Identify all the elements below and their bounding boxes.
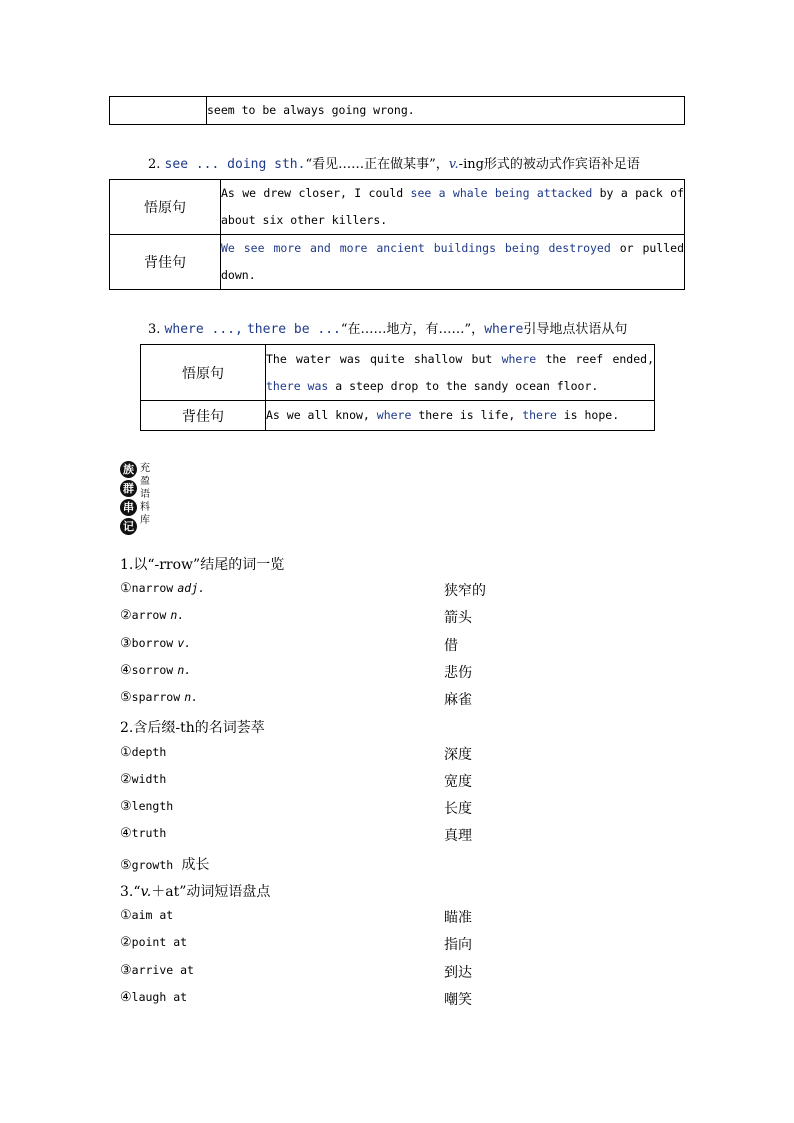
list-item: ②point at — [120, 935, 188, 950]
logo-char: 群 — [120, 480, 137, 497]
list-item-cn: 嘲笑 — [444, 992, 472, 1008]
table-row — [141, 345, 655, 401]
list-item-cn: 深度 — [444, 747, 472, 763]
section3-tail: 引导地点状语从句 — [523, 322, 628, 337]
list1-title: 1.以“-rrow”结尾的词一览 — [120, 557, 285, 573]
list-item: ⑤growth 成长 — [120, 857, 210, 873]
list-item: ①aim at — [120, 908, 174, 923]
section2-heading — [148, 153, 640, 172]
list-item: ③arrive at — [120, 963, 194, 978]
list-item: ⑤sparrow n. — [120, 690, 199, 705]
row-text: As we drew closer, I could see a whale being attacked by a pack of about six other killers. — [221, 180, 685, 235]
section3-num: 3. — [148, 322, 161, 337]
section3-phrase-2: there be ... — [246, 322, 341, 337]
row-text: The water was quite shallow but where the reef ended, there was a steep drop to the sandy ocean floor. — [266, 345, 655, 401]
top-table — [109, 96, 685, 125]
list-item: ②width — [120, 772, 167, 787]
section3-meaning: “在……地方，有……”， — [340, 322, 485, 337]
list-item-cn: 瞄准 — [444, 910, 472, 926]
section3-heading — [148, 318, 627, 337]
list-item-cn: 指向 — [444, 937, 472, 953]
row-label: 悟原句 — [141, 345, 266, 401]
section3-table — [140, 344, 655, 431]
list2-title: 2.含后缀-th的名词荟萃 — [120, 720, 265, 736]
section2-meaning: “看见……正在做某事”， — [305, 157, 449, 172]
row-text: We see more and more ancient buildings being destroyed or pulled down. — [221, 235, 685, 290]
list-item: ④truth — [120, 826, 167, 841]
section2-table — [109, 179, 685, 290]
list-item: ③length — [120, 799, 174, 814]
top-table-cell: seem to be always going wrong. — [207, 97, 685, 125]
list-item-cn: 到达 — [444, 965, 472, 981]
list-item-cn: 狭窄的 — [444, 583, 486, 599]
row-text: As we all know, where there is life, there is hope. — [266, 401, 655, 431]
section2-phrase: see ... doing sth. — [164, 157, 306, 172]
logo-char: 记 — [120, 518, 137, 535]
row-label: 悟原句 — [110, 180, 221, 235]
row-label: 背佳句 — [110, 235, 221, 290]
logo-char: 串 — [120, 499, 137, 516]
row-label: 背佳句 — [141, 401, 266, 431]
section-logo-subtitle: 充 盈 语 料 库 — [140, 463, 150, 526]
list-item: ①narrow adj. — [120, 581, 206, 596]
section-logo — [120, 461, 137, 537]
table-row — [141, 401, 655, 431]
section2-v: v. — [448, 157, 459, 172]
top-table-empty-cell — [110, 97, 207, 125]
section3-where: where — [484, 322, 524, 337]
list3-title: 3.“v.＋at”动词短语盘点 — [120, 884, 271, 900]
list-item: ②arrow n. — [120, 608, 185, 623]
list-item: ④laugh at — [120, 990, 188, 1005]
list-item: ①depth — [120, 745, 167, 760]
table-row — [110, 180, 685, 235]
list-item: ④sorrow n. — [120, 663, 192, 678]
table-row — [110, 235, 685, 290]
list-item-cn: 悲伤 — [444, 665, 472, 681]
list-item-cn: 长度 — [444, 801, 472, 817]
list-item-cn: 真理 — [444, 828, 472, 844]
section2-tail: -ing形式的被动式作宾语补足语 — [458, 157, 640, 172]
section2-num: 2. — [148, 157, 161, 172]
list-item-cn: 借 — [444, 638, 458, 654]
list-item-cn: 麻雀 — [444, 692, 472, 708]
list-item-cn: 宽度 — [444, 774, 472, 790]
logo-char: 族 — [120, 461, 137, 478]
list-item-cn: 箭头 — [444, 610, 472, 626]
list-item: ③borrow v. — [120, 636, 192, 651]
section3-phrase-1: where ..., — [164, 322, 243, 337]
